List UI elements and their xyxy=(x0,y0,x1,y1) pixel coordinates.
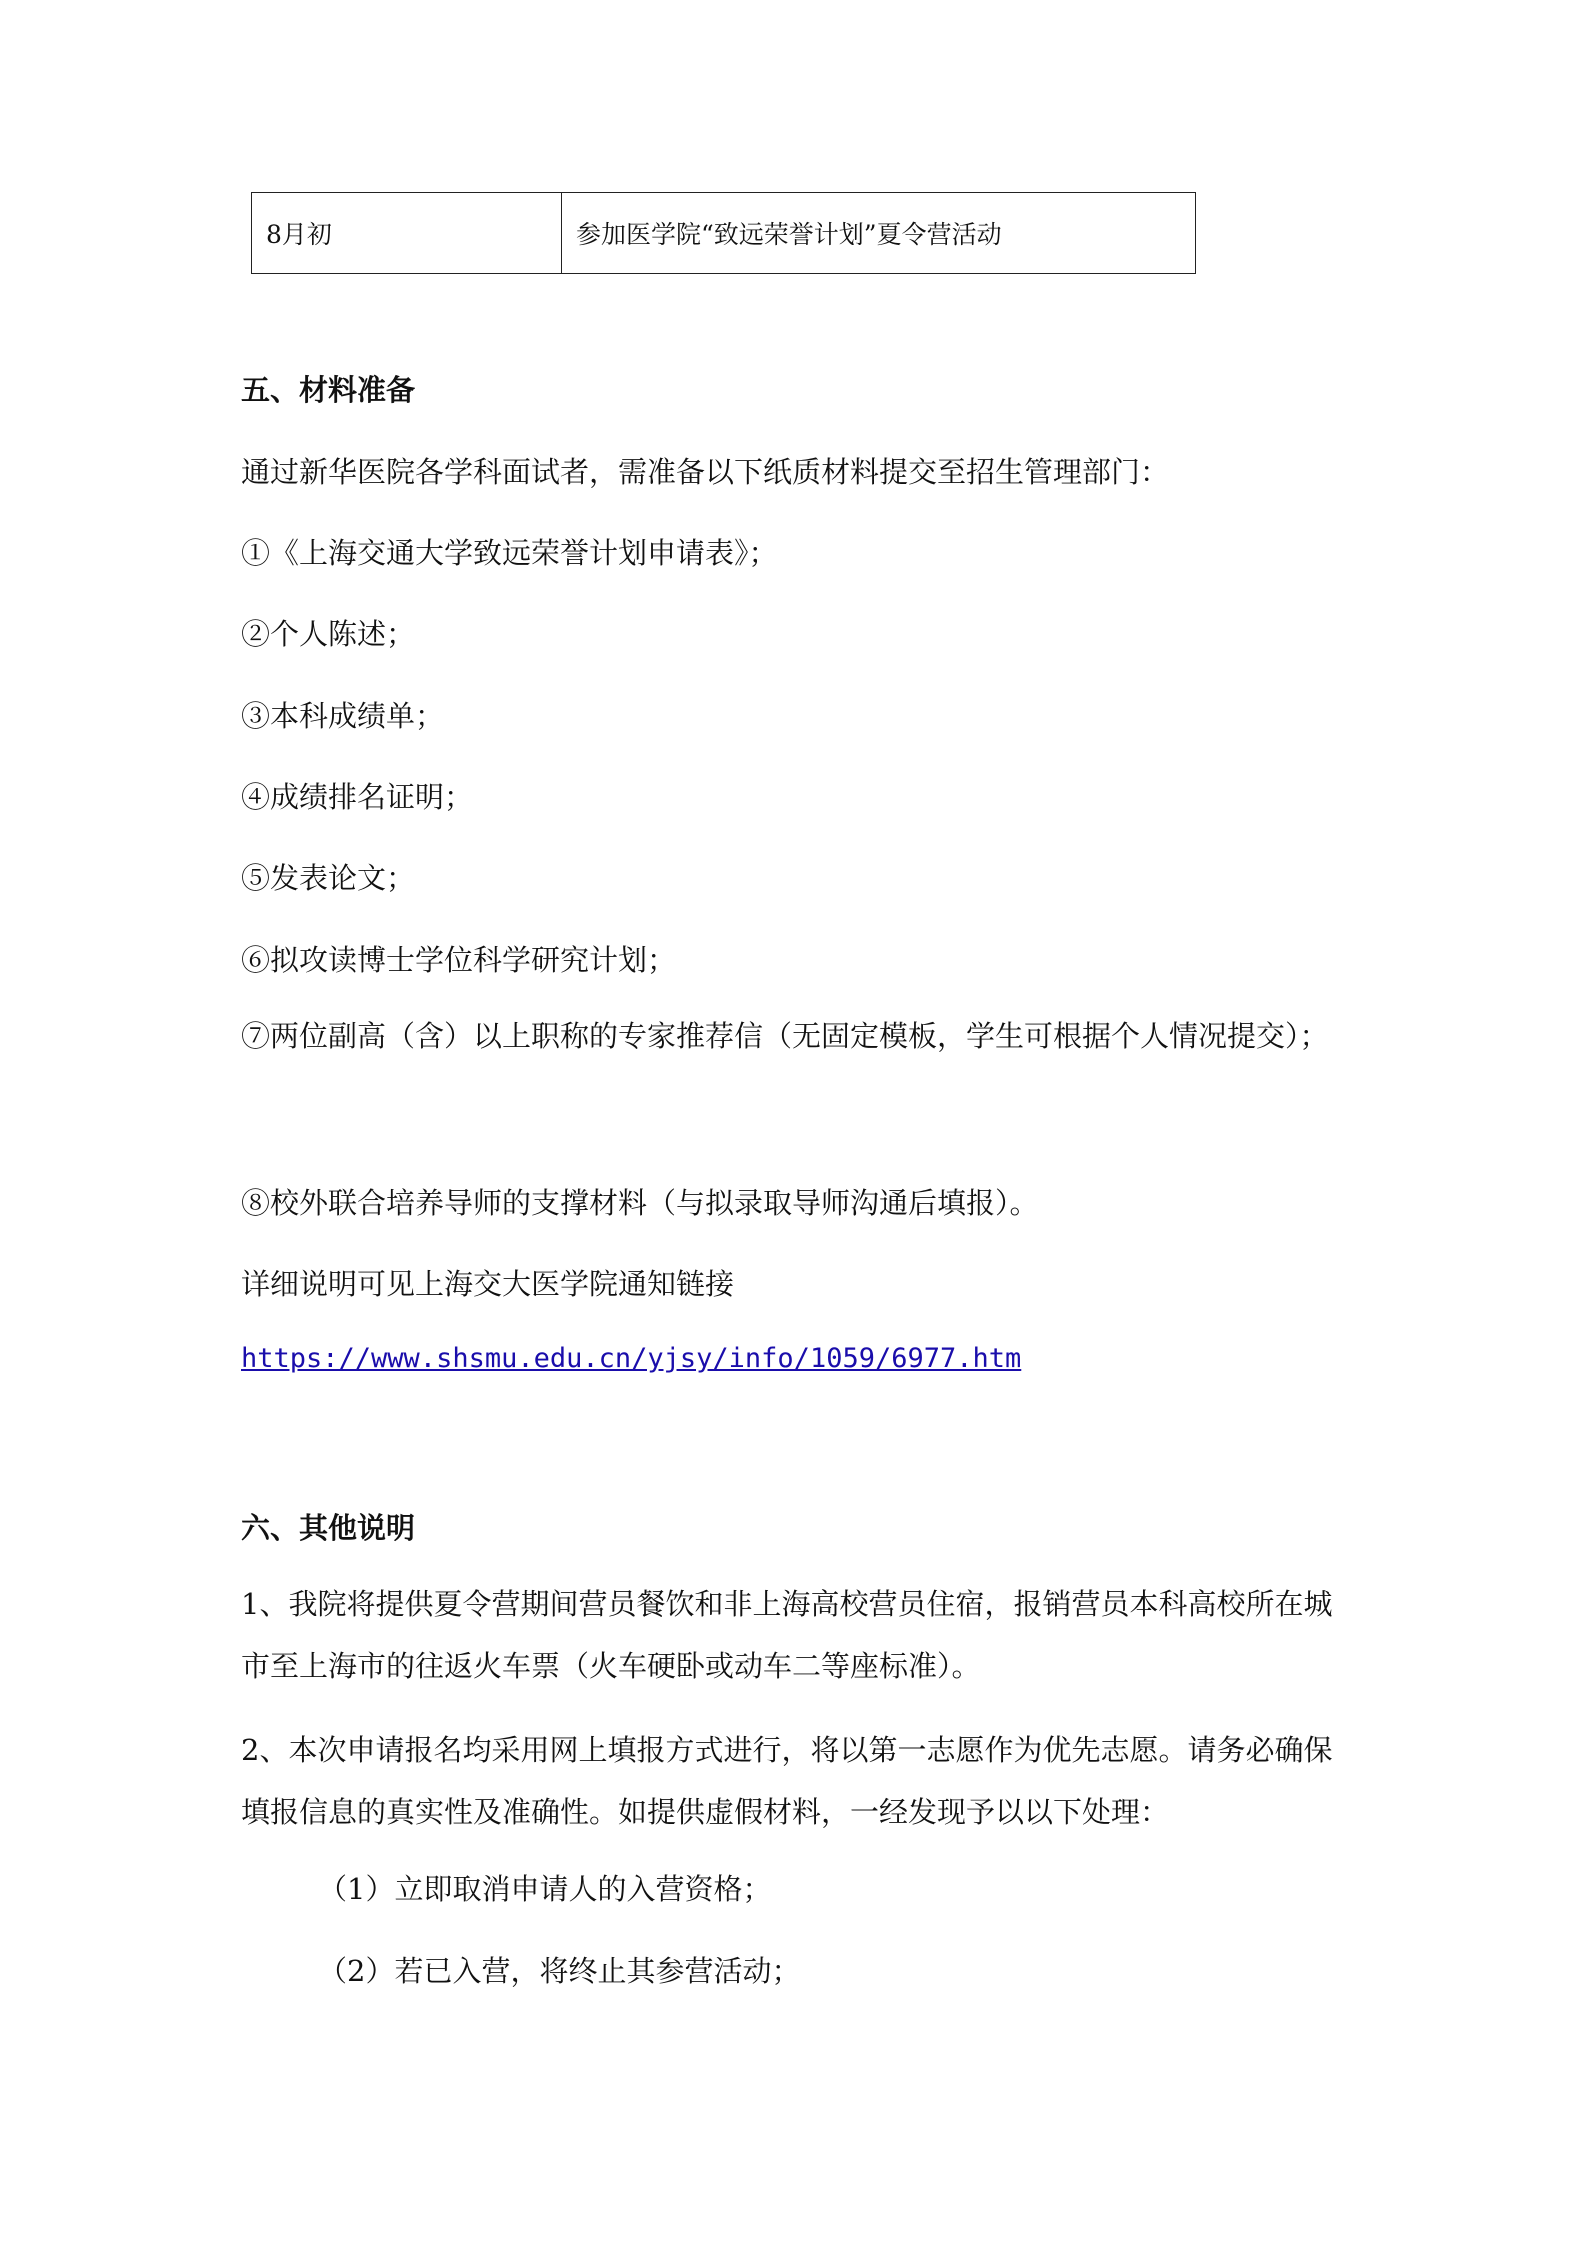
material-item-7: ⑦两位副高（含）以上职称的专家推荐信（无固定模板，学生可根据个人情况提交）； xyxy=(241,1019,1329,1053)
penalty-item-2: （2）若已入营，将终止其参营活动； xyxy=(318,1954,801,1988)
material-item-6: ⑥拟攻读博士学位科学研究计划； xyxy=(241,943,677,977)
material-item-2: ②个人陈述； xyxy=(241,617,416,651)
schedule-activity-cell: 参加医学院“致远荣誉计划”夏令营活动 xyxy=(562,193,1196,274)
material-item-8: ⑧校外联合培养导师的支撑材料（与拟录取导师沟通后填报）。 xyxy=(241,1186,1039,1220)
section5-intro: 通过新华医院各学科面试者，需准备以下纸质材料提交至招生管理部门： xyxy=(241,455,1170,489)
other-note-1: 1、我院将提供夏令营期间营员餐饮和非上海高校营员住宿，报销营员本科高校所在城市至上海市的往返火车票（火车硬卧或动车二等座标准）。 xyxy=(241,1587,1333,1683)
section6-heading: 六、其他说明 xyxy=(241,1511,416,1545)
material-item-4: ④成绩排名证明； xyxy=(241,780,474,814)
schedule-time-cell: 8月初 xyxy=(252,193,562,274)
penalty-item-1: （1）立即取消申请人的入营资格； xyxy=(318,1872,772,1906)
material-item-5: ⑤发表论文； xyxy=(241,861,416,895)
section5-heading: 五、材料准备 xyxy=(241,373,416,407)
other-note-2: 2、本次申请报名均采用网上填报方式进行，将以第一志愿作为优先志愿。请务必确保填报信息的真实性及准确性。如提供虚假材料，一经发现予以以下处理： xyxy=(241,1733,1333,1829)
material-item-1: ①《上海交通大学致远荣誉计划申请表》； xyxy=(241,536,778,570)
schedule-table xyxy=(251,192,1196,274)
detail-note: 详细说明可见上海交大医学院通知链接 xyxy=(241,1267,735,1301)
table-row xyxy=(252,193,1196,274)
notice-link[interactable]: https://www.shsmu.edu.cn/yjsy/info/1059/6977.htm xyxy=(241,1343,1022,1374)
material-item-3: ③本科成绩单； xyxy=(241,699,445,733)
